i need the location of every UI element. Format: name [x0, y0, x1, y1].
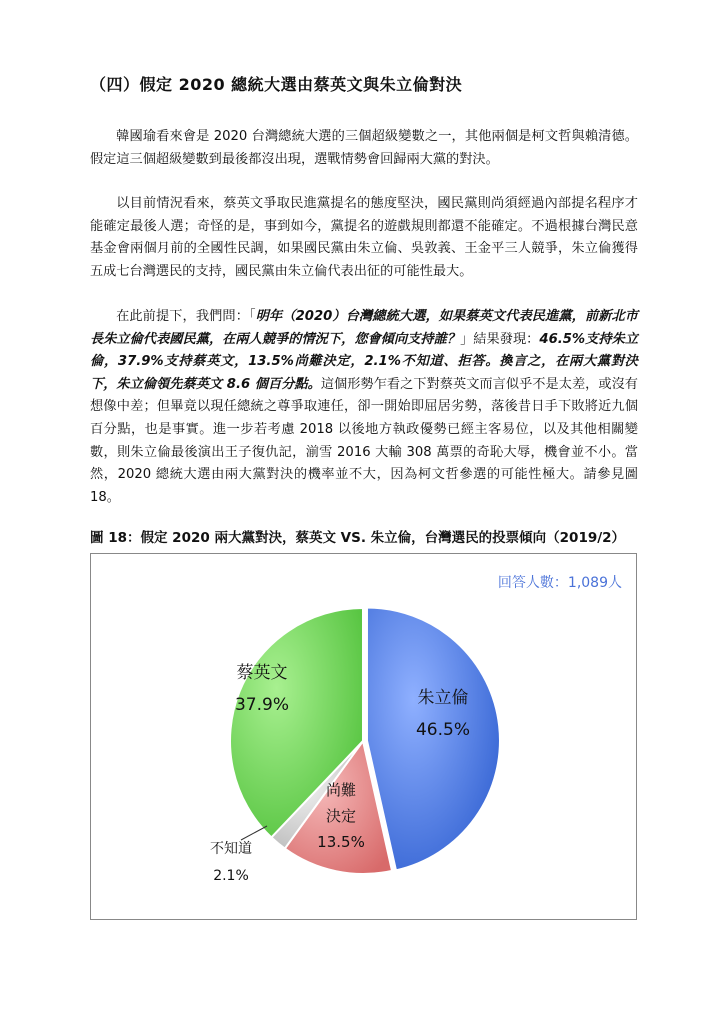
slice-name-zhu: 朱立倫	[417, 688, 469, 708]
slice-value-dontknow: 2.1%	[213, 868, 249, 884]
slice-name-undecided-line2: 決定	[325, 807, 356, 825]
slice-value-zhu: 46.5%	[415, 720, 470, 740]
slice-label-undecided	[306, 777, 376, 855]
paragraph-1-text: 韓國瑜看來會是 2020 台灣總統大選的三個超級變數之一，其他兩個是柯文哲與賴清德。假定這三個超級變數到最後都沒出現，選戰情勢會回歸兩大黨的對決。	[90, 129, 638, 167]
pie-chart-frame	[90, 553, 637, 920]
slice-label-dontknow	[199, 836, 263, 890]
paragraph-3-lead: 在此前提下，我們問：「	[116, 309, 256, 324]
respondents-count: 回答人數：1,089人	[497, 575, 622, 591]
slice-value-undecided: 13.5%	[317, 833, 365, 851]
paragraph-2-text: 以目前情況看來，蔡英文爭取民進黨提名的態度堅決，國民黨則尚須經過內部提名程序才能確定最後人選；奇怪的是，事到如今，黨提名的遊戲規則都還不能確定。不過根據台灣民意基金會兩個月前的全國性民調，如果國民黨由朱立倫、吳敦義、王金平三人競爭，朱立倫獲得五成七台灣選民的支持，國民黨由朱立倫代表出征的可能性最大。	[90, 196, 638, 279]
survey-question: 明年（2020）台灣總統大選，如果蔡英文代表民進黨，前新北市長朱立倫代表國民黨，在兩人競爭的情況下，您會傾向支持誰？	[90, 309, 638, 347]
slice-name-dontknow: 不知道	[210, 841, 252, 857]
slice-label-tsai	[214, 657, 310, 721]
figure-caption: 圖 18：假定 2020 兩大黨對決，蔡英文 VS. 朱立倫，台灣選民的投票傾向（2019/2）	[90, 530, 626, 546]
section-heading: （四）假定 2020 總統大選由蔡英文與朱立倫對決	[90, 75, 463, 94]
slice-name-undecided-line1: 尚難	[325, 781, 356, 799]
paragraph-3-rest: 這個形勢乍看之下對蔡英文而言似乎不是太差，或沒有想像中差；但畢竟以現任總統之尊爭取連任，卻一開始即屈居劣勢，落後昔日手下敗將近九個百分點，也是事實。進一步若考慮 2018 以後地方執政優勢已經主客易位，以及其他相關變數，則朱立倫最後演出王子復仇記，湔雪 2016 大輸 308 萬票的奇恥大辱，機會並不小。當然，2020 總統大選由兩大黨對決的機率並不大，因為柯文哲參選的可能性極大。請參見圖 18。	[90, 376, 638, 505]
paragraph-3-mid: 」結果發現：	[460, 331, 540, 347]
survey-result: 46.5%支持朱立倫，37.9%支持蔡英文，13.5%尚難決定，2.1%不知道、拒答。換言之，在兩大黨對決下，朱立倫領先蔡英文 8.6 個百分點。	[90, 331, 639, 392]
slice-label-zhu	[395, 682, 491, 746]
paragraph-3	[90, 306, 638, 509]
pie-chart	[91, 554, 636, 919]
paragraph-1	[90, 126, 638, 171]
slice-value-tsai: 37.9%	[234, 695, 289, 715]
slice-name-tsai: 蔡英文	[236, 663, 288, 683]
paragraph-2	[90, 193, 638, 283]
